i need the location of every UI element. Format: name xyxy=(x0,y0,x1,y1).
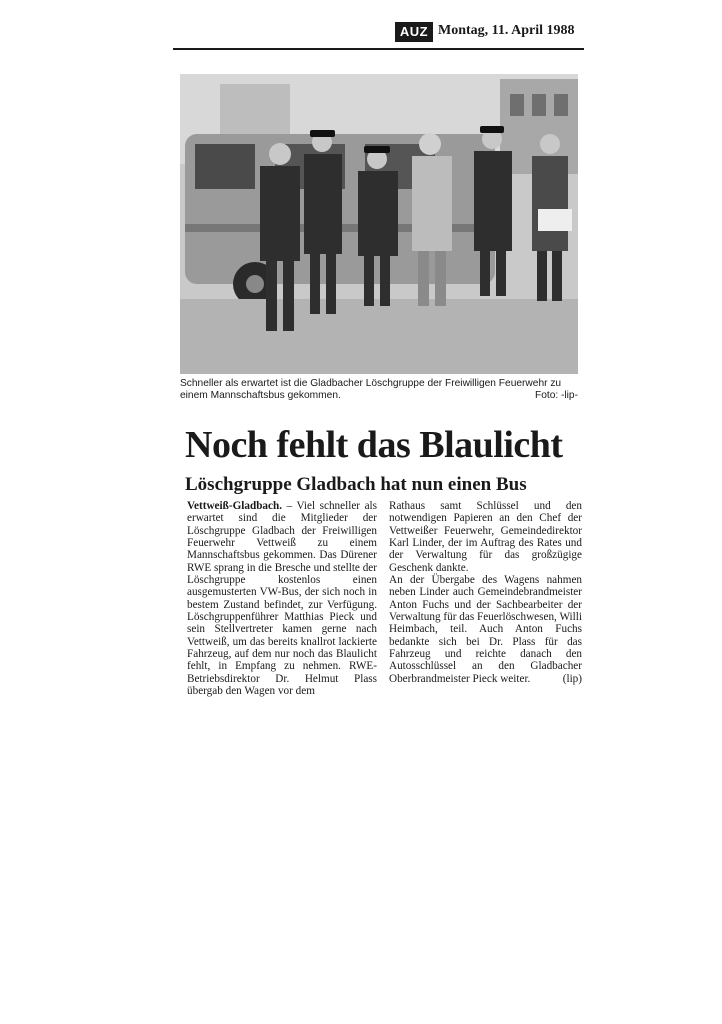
news-photo xyxy=(180,74,578,374)
masthead xyxy=(395,22,583,44)
article-column-1 xyxy=(187,500,377,698)
column-2-paragraph-2: An der Übergabe des Wagens nahmen neben Linder auch Gemeindebrandmeister Anton Fuchs und der Sachbearbeiter der Verwaltung für das Feuerlöschwesen, Willi Heimbach, teil. Auch Anton Fuchs bedankte sich bei Dr. Plass für das Fahrzeug und reichte danach den Autosschlüssel an den Gladbacher Oberbrandmeister Pieck weiter. xyxy=(389,574,582,685)
masthead-rule xyxy=(173,48,584,50)
issue-date: Montag, 11. April 1988 xyxy=(438,23,575,38)
caption-text: Schneller als erwartet ist die Gladbacher Löschgruppe der Freiwilligen Feuerwehr zu einem Mannschaftsbus gekommen. xyxy=(180,378,562,401)
photo-caption xyxy=(180,378,578,402)
newspaper-logo: AUZ xyxy=(395,22,433,42)
article-headline: Noch fehlt das Blaulicht xyxy=(185,424,563,466)
photo-credit: Foto: -lip- xyxy=(534,390,578,401)
article-subhead: Löschgruppe Gladbach hat nun einen Bus xyxy=(185,474,527,495)
article-dateline: Vettweiß-Gladbach. xyxy=(187,500,282,512)
author-signature: (lip) xyxy=(562,672,582,685)
column-2-paragraph-1: Rathaus samt Schlüssel und den notwendigen Papieren an den Chef der Vettweißer Feuerwehr, Gemeindedirektor Karl Linder, der im Auftrag des Rates und der Verwaltung für das großzügige Geschenk dankte. xyxy=(389,500,582,574)
column-1-text: – Viel schneller als erwartet sind die Mitglieder der Löschgruppe Gladbach der Freiwilligen Feuerwehr Vettweiß zu einem Mannschaftsbus gekommen. Das Dürener RWE sprang in die Bresche und stellte der Löschgruppe kostenlos einen ausgemusterten VW-Bus, der sich noch in bestem Zustand befindet, zur Verfügung. Löschgruppenführer Matthias Pieck und sein Stellvertreter kamen gerne nach Vettweiß, um das bereits knallrot lackierte Fahrzeug, auf dem nur noch das Blaulicht fehlt, in Empfang zu nehmen. RWE-Betriebsdirektor Dr. Helmut Plass übergab den Wagen vor dem xyxy=(187,500,378,698)
article-column-2 xyxy=(389,500,582,685)
